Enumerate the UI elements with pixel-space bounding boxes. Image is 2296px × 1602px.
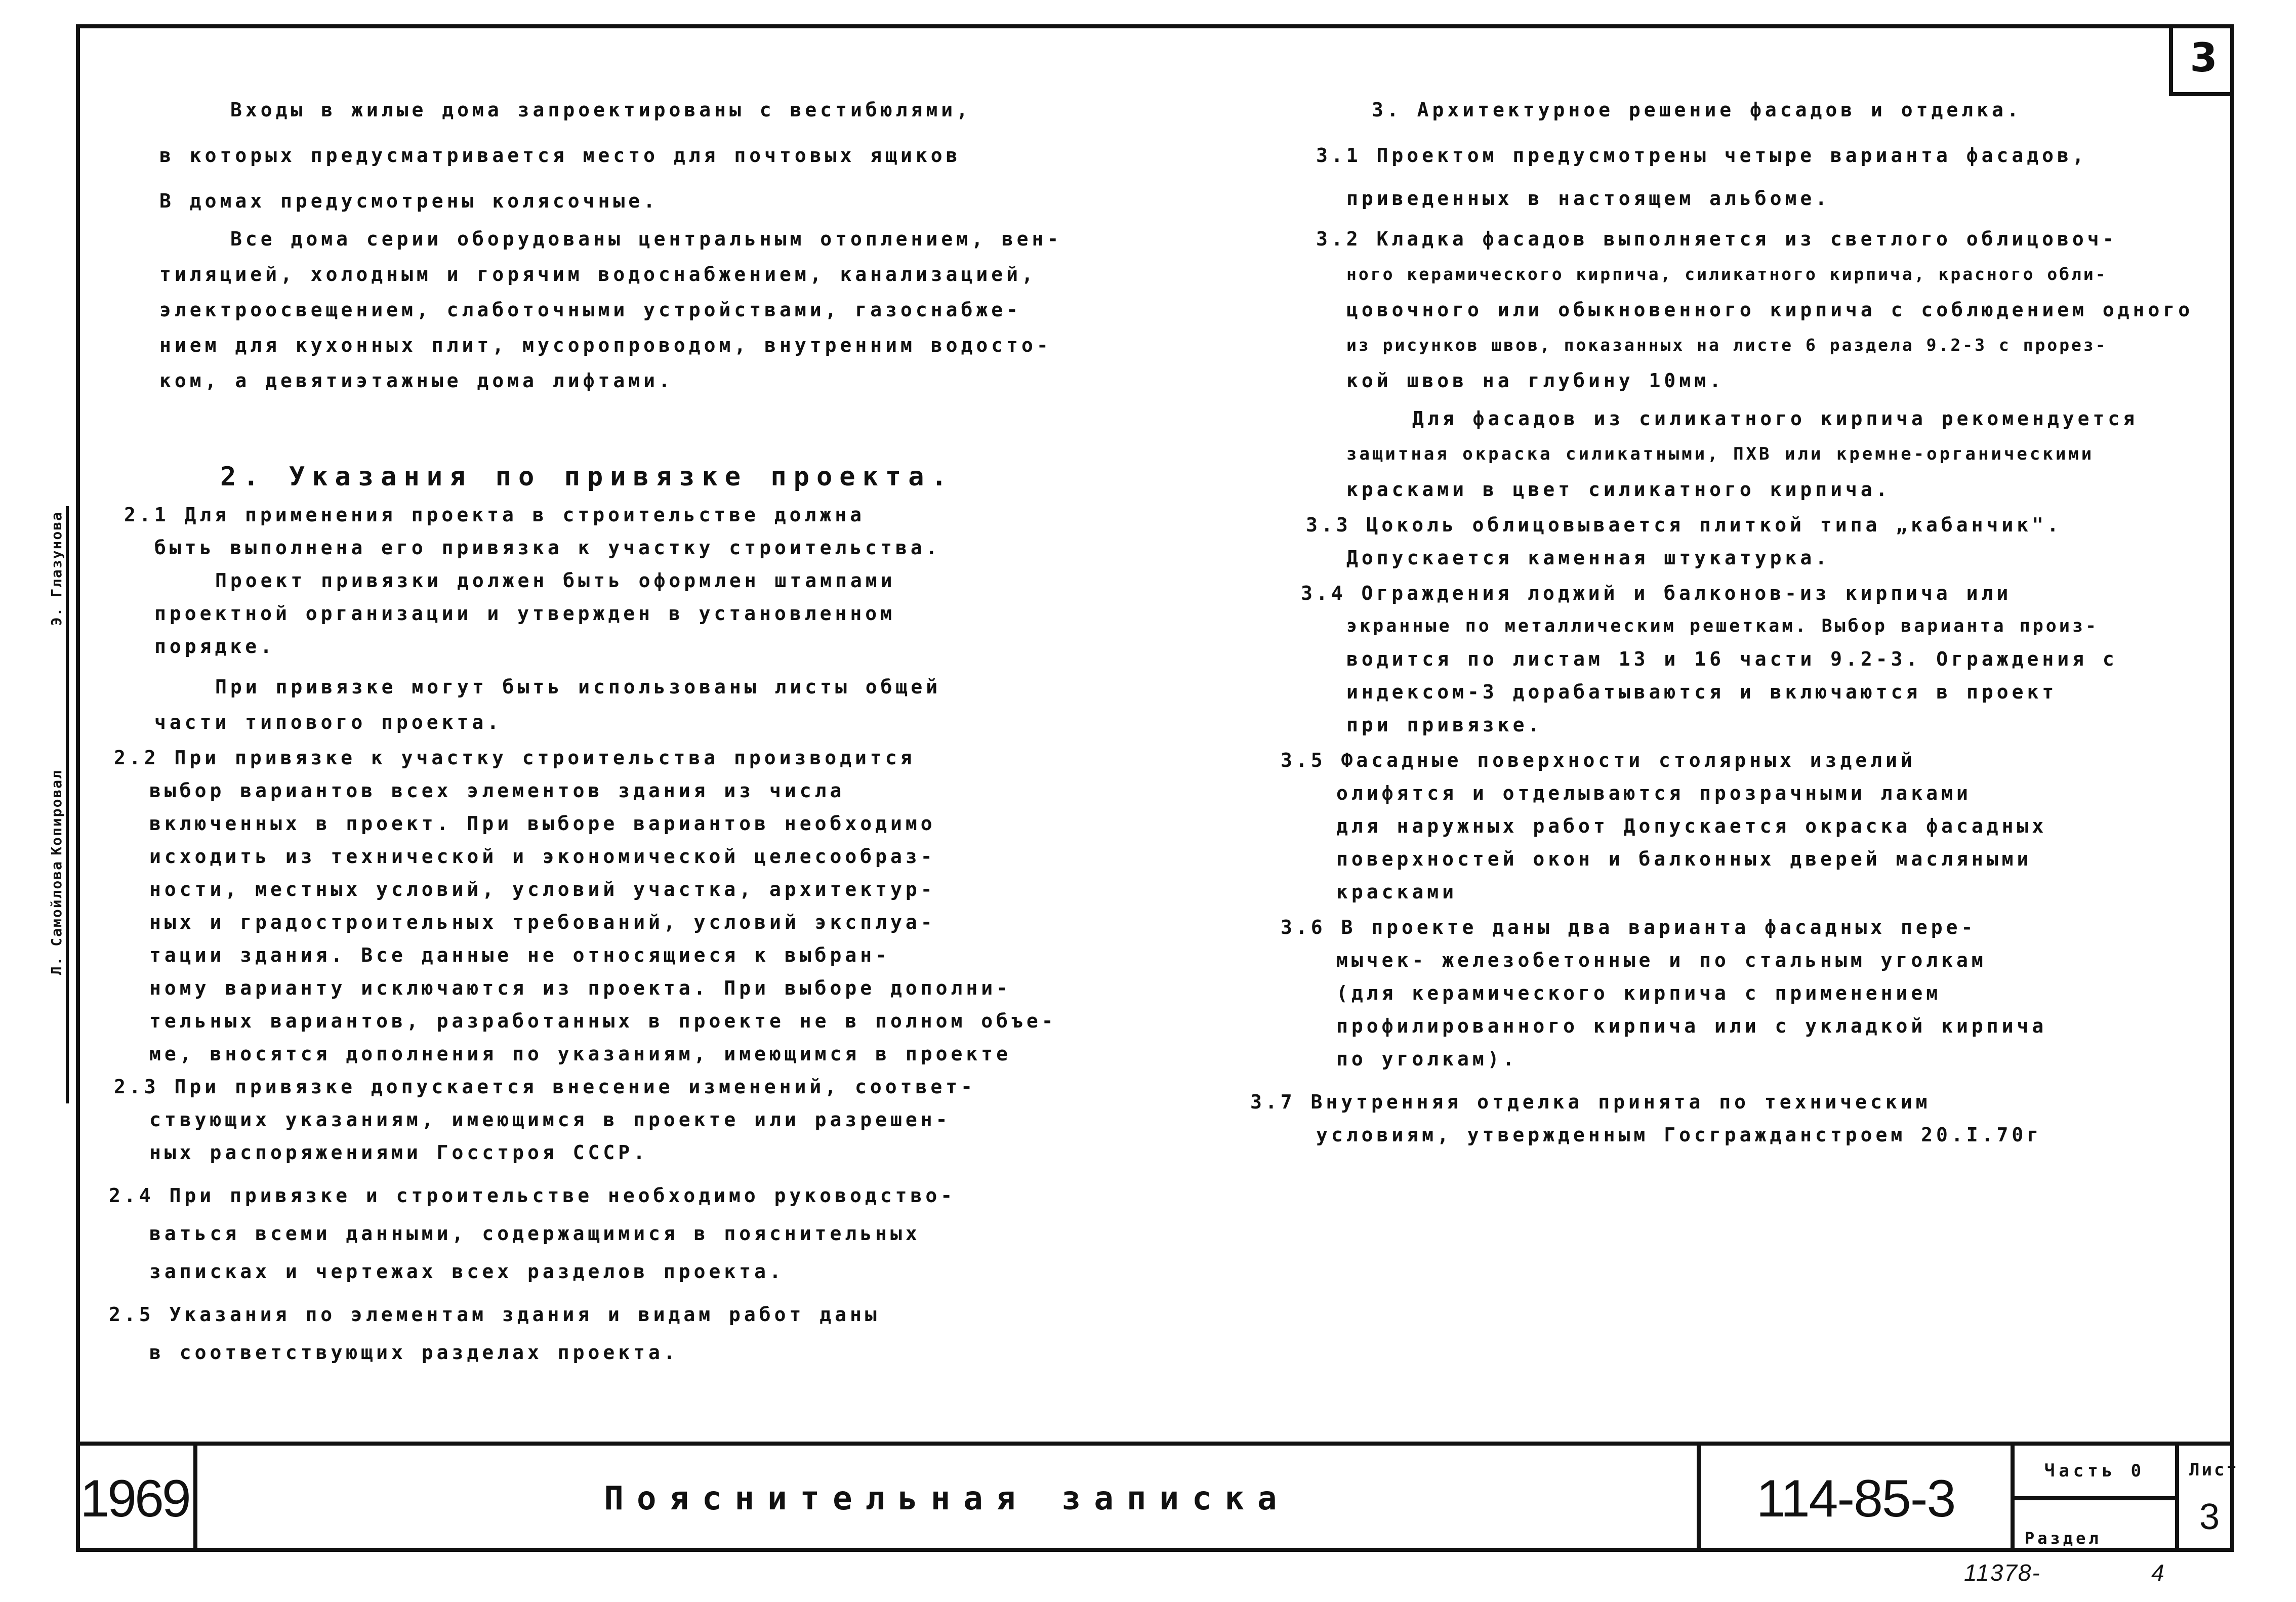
text-line: в которых предусматривается место для почтовых ящиков xyxy=(159,144,961,167)
text-line: нием для кухонных плит, мусоропроводом, внутренним водосто- xyxy=(159,334,1052,356)
text-line: ных и градостроительных требований, условий эксплуа- xyxy=(149,911,936,933)
text-line: Для фасадов из силикатного кирпича рекомендуется xyxy=(1412,407,2139,430)
text-line: ных распоряжениями Госстроя СССР. xyxy=(149,1141,648,1164)
text-line: быть выполнена его привязка к участку строительства. xyxy=(154,537,941,559)
text-line: ствующих указаниям, имеющимся в проекте или разрешен- xyxy=(149,1108,951,1131)
text-line: части типового проекта. xyxy=(154,711,503,733)
section-heading-3: 3. Архитектурное решение фасадов и отделка. xyxy=(1372,99,2022,121)
text-line: защитная окраска силикатными, ПХВ или кремне-органическими xyxy=(1346,444,2095,464)
sheet-count-note: 4 xyxy=(2151,1559,2165,1586)
text-line: 2.4 При привязке и строительстве необходимо руководство- xyxy=(109,1184,956,1207)
text-line: приведенных в настоящем альбоме. xyxy=(1346,187,1831,210)
text-line: 2.2 При привязке к участку строительства производится xyxy=(114,747,916,769)
section-label: Раздел xyxy=(2025,1529,2102,1548)
text-line: Все дома серии оборудованы центральным отоплением, вен- xyxy=(230,228,1062,250)
text-line: 2.1 Для применения проекта в строительстве должна xyxy=(124,504,866,526)
text-line: ком, а девятиэтажные дома лифтами. xyxy=(159,369,674,392)
text-line: записках и чертежах всех разделов проекта. xyxy=(149,1260,785,1283)
text-line: При привязке могут быть использованы листы общей xyxy=(215,676,941,698)
page-number-box xyxy=(2169,24,2234,96)
part-section-cell xyxy=(2015,1446,2179,1552)
text-line: ме, вносятся дополнения по указаниям, имеющимся в проекте xyxy=(149,1043,1012,1065)
text-line: для наружных работ Допускается окраска фасадных xyxy=(1336,815,2047,837)
text-line: при привязке. xyxy=(1346,714,1543,736)
margin-label-copied: Копировал xyxy=(48,769,65,855)
text-line: экранные по металлическим решеткам. Выбор варианта произ- xyxy=(1346,616,2099,636)
text-line: 3.5 Фасадные поверхности столярных изделий xyxy=(1281,749,1916,771)
sheet-cell xyxy=(2179,1446,2239,1552)
text-line: Входы в жилые дома запроектированы с вестибюлями, xyxy=(230,99,972,121)
text-line: ного керамического кирпича, силикатного кирпича, красного обли- xyxy=(1346,264,2108,284)
archive-number: 11378- xyxy=(1964,1559,2041,1586)
text-line: условиям, утвержденным Госгражданстроем 20.I.70г xyxy=(1316,1124,2042,1146)
text-line: 3.2 Кладка фасадов выполняется из светлого облицовоч- xyxy=(1316,228,2118,250)
text-line: В домах предусмотрены колясочные. xyxy=(159,190,659,212)
text-line: 2.5 Указания по элементам здания и видам работ даны xyxy=(109,1303,880,1326)
page-number: 3 xyxy=(2190,35,2218,81)
text-line: тиляцией, холодным и горячим водоснабжением, канализацией, xyxy=(159,263,1037,285)
title-block-year: 1969 xyxy=(76,1446,197,1552)
text-line: ному варианту исключаются из проекта. При выборе дополни- xyxy=(149,977,1012,999)
text-line: Допускается каменная штукатурка. xyxy=(1346,547,1831,569)
section-heading-2: 2. Указания по привязке проекта. xyxy=(220,462,954,492)
text-line: Проект привязки должен быть оформлен штампами xyxy=(215,569,896,592)
text-line: 3.7 Внутренняя отделка принята по техническим xyxy=(1250,1091,1931,1113)
document-title: Пояснительная записка xyxy=(197,1446,1701,1552)
text-line: цовочного или обыкновенного кирпича с соблюдением одного xyxy=(1346,299,2194,321)
text-line: 3.6 В проекте даны два варианта фасадных пере- xyxy=(1281,916,1977,938)
title-block xyxy=(76,1442,2239,1552)
text-line: тельных вариантов, разработанных в проекте не в полном объе- xyxy=(149,1010,1057,1032)
text-line: профилированного кирпича или с укладкой кирпича xyxy=(1336,1015,2047,1037)
text-line: проектной организации и утвержден в установленном xyxy=(154,602,896,625)
text-line: тации здания. Все данные не относящиеся к выбран- xyxy=(149,944,891,966)
sheet-label: Лист xyxy=(2189,1460,2239,1480)
text-line: исходить из технической и экономической целесообраз- xyxy=(149,845,936,868)
text-line: ности, местных условий, условий участка, архитектур- xyxy=(149,878,936,900)
text-line: 3.3 Цоколь облицовывается плиткой типа „кабанчик". xyxy=(1306,514,2062,536)
text-line: из рисунков швов, показанных на листе 6 раздела 9.2-3 с прорез- xyxy=(1346,335,2108,355)
text-line: красками в цвет силикатного кирпича. xyxy=(1346,478,1891,501)
project-code: 114-85-3 xyxy=(1701,1446,2015,1552)
text-line: водится по листам 13 и 16 части 9.2-3. Ограждения с xyxy=(1346,648,2118,670)
text-line: в соответствующих разделах проекта. xyxy=(149,1341,679,1364)
margin-name-samoilova: Л. Самойлова xyxy=(48,860,65,975)
text-line: порядке. xyxy=(154,635,276,658)
text-line: красками xyxy=(1336,881,1458,903)
text-line: олифятся и отделываются прозрачными лаками xyxy=(1336,782,1972,804)
part-label: Часть 0 xyxy=(2015,1446,2175,1500)
text-line: индексом-3 дорабатываются и включаются в проект xyxy=(1346,681,2058,703)
text-line: мычек- железобетонные и по стальным уголкам xyxy=(1336,949,1987,971)
sheet-number: 3 xyxy=(2199,1497,2220,1537)
margin-rule xyxy=(76,506,79,567)
text-line: выбор вариантов всех элементов здания из числа xyxy=(149,779,845,802)
text-line: поверхностей окон и балконных дверей масляными xyxy=(1336,848,2032,870)
text-line: 3.1 Проектом предусмотрены четыре варианта фасадов, xyxy=(1316,144,2087,167)
margin-name-glazunova: Э. Глазунова xyxy=(48,511,65,626)
text-line: кой швов на глубину 10мм. xyxy=(1346,369,1725,392)
text-line: (для керамического кирпича с применением xyxy=(1336,982,1942,1004)
text-line: 3.4 Ограждения лоджий и балконов-из кирпича или xyxy=(1301,582,2012,604)
text-line: по уголкам). xyxy=(1336,1048,1518,1070)
text-line: 2.3 При привязке допускается внесение изменений, соответ- xyxy=(114,1076,976,1098)
text-line: ваться всеми данными, содержащимися в пояснительных xyxy=(149,1222,921,1245)
text-line: электроосвещением, слаботочными устройствами, газоснабже- xyxy=(159,299,1022,321)
text-line: включенных в проект. При выборе вариантов необходимо xyxy=(149,812,936,835)
